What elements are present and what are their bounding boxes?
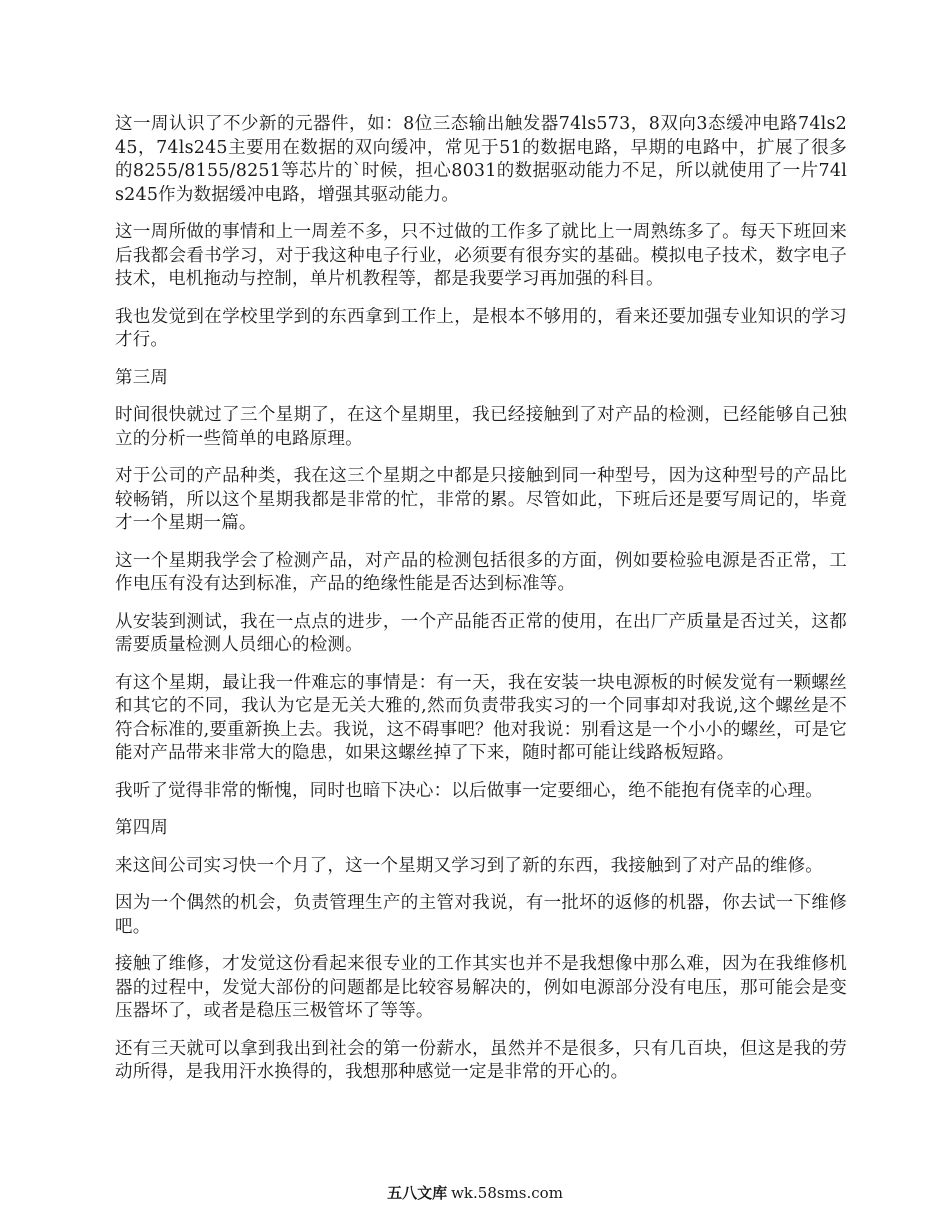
paragraph: 我听了觉得非常的惭愧，同时也暗下决心：以后做事一定要细心，绝不能抱有侥幸的心理。 <box>115 780 823 801</box>
paragraph: 接触了维修，才发觉这份看起来很专业的工作其实也并不是我想像中那么难，因为在我维修机器的过程中，发觉大部份的问题都是比较容易解决的，例如电源部分没有电压，那可能会是变压器坏了，或者是稳压三极管坏了等等。 <box>115 954 847 1021</box>
paragraph: 还有三天就可以拿到我出到社会的第一份薪水，虽然并不是很多，只有几百块，但这是我的劳动所得，是我用汗水换得的，我想那种感觉一定是非常的开心的。 <box>115 1038 847 1082</box>
section-heading: 第四周 <box>115 818 169 838</box>
footer-brand: 五八文库 <box>387 1184 448 1202</box>
paragraph: 从安装到测试，我在一点点的进步，一个产品能否正常的使用，在出厂产质量是否过关，这都需要质量检测人员细心的检测。 <box>115 611 847 655</box>
paragraph: 时间很快就过了三个星期了，在这个星期里，我已经接触到了对产品的检测，已经能够自己独立的分析一些简单的电路原理。 <box>115 405 847 449</box>
paragraph: 有这个星期，最让我一件难忘的事情是：有一天，我在安装一块电源板的时候发觉有一颗螺丝和其它的不同，我认为它是无关大雅的,然而负责带我实习的一个同事却对我说,这个螺丝是不符合标准的,要重新换上去。我说，这不碍事吧？他对我说：别看这是一个小小的螺丝，可是它能对产品带来非常大的隐患，如果这螺丝掉了下来，随时都可能让线路板短路。 <box>115 672 847 763</box>
section-heading: 第三周 <box>115 367 169 388</box>
paragraph: 这一周所做的事情和上一周差不多，只不过做的工作多了就比上一周熟练多了。每天下班回来后我都会看书学习，对于我这种电子行业，必须要有很夯实的基础。模拟电子技术，数字电子技术，电机拖动与控制，单片机教程等，都是我要学习再加强的科目。 <box>115 222 847 289</box>
footer-site: wk.58sms.com <box>451 1184 563 1202</box>
document-body <box>115 113 847 1099</box>
page-footer <box>0 1183 950 1203</box>
paragraph: 这一个星期我学会了检测产品，对产品的检测包括很多的方面，例如要检验电源是否正常，工作电压有没有达到标准，产品的绝缘性能是否达到标准等。 <box>115 550 847 594</box>
paragraph: 对于公司的产品种类，我在这三个星期之中都是只接触到同一种型号，因为这种型号的产品比较畅销，所以这个星期我都是非常的忙，非常的累。尽管如此，下班后还是要写周记的，毕竟才一个星期一篇。 <box>115 466 847 533</box>
paragraph: 来这间公司实习快一个月了，这一个星期又学习到了新的东西，我接触到了对产品的维修。 <box>115 855 823 876</box>
paragraph: 因为一个偶然的机会，负责管理生产的主管对我说，有一批坏的返修的机器，你去试一下维修吧。 <box>115 893 847 937</box>
paragraph: 我也发觉到在学校里学到的东西拿到工作上，是根本不够用的，看来还要加强专业知识的学习才行。 <box>115 306 847 350</box>
paragraph: 这一周认识了不少新的元器件，如：8位三态输出触发器74ls573，8双向3态缓冲电路74ls245，74ls245主要用在数据的双向缓冲，常见于51的数据电路，早期的电路中，扩展了很多的8255/8155/8251等芯片的`时候，担心8031的数据驱动能力不足，所以就使用了一片74ls245作为数据缓冲电路，增强其驱动能力。 <box>115 114 847 205</box>
